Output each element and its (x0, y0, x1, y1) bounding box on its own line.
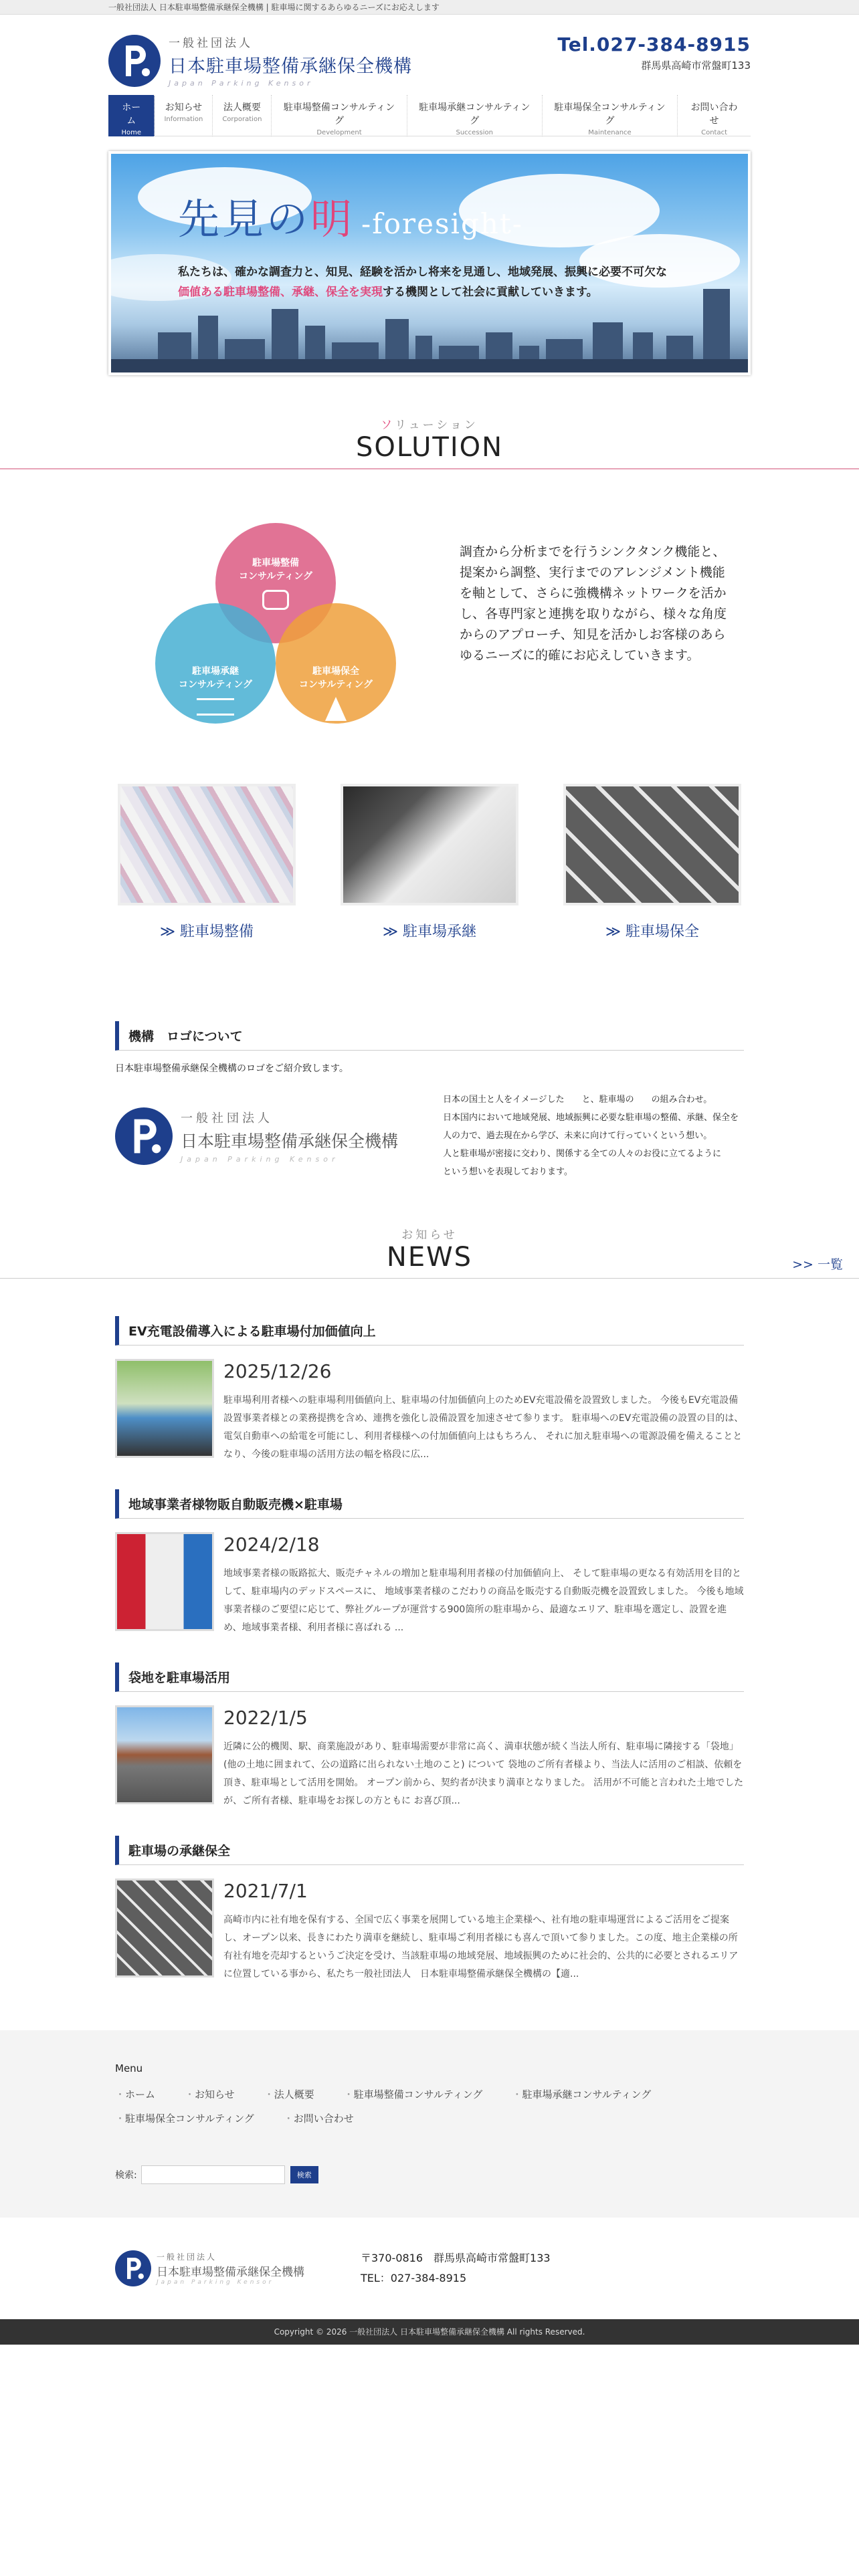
nav-label: 駐車場整備コンサルティング (283, 102, 395, 126)
logo-en: Japan Parking Kensor (169, 79, 314, 88)
nav-item-contact[interactable] (678, 95, 751, 136)
news-item-title[interactable]: EV充電設備導入による駐車場付加価値向上 (115, 1316, 744, 1346)
header-contact (557, 33, 751, 72)
news-item-title[interactable]: 袋地を駐車場活用 (115, 1662, 744, 1692)
logo-desc-line: 人の力で、過去現在から学び、未来に向けて行っていくという想い。 (443, 1131, 712, 1141)
nav-sublabel: Corporation (222, 116, 262, 123)
news-thumbnail[interactable] (115, 1359, 214, 1458)
news-heading-area (0, 1225, 859, 1279)
solution-card-maintenance[interactable] (563, 784, 741, 941)
logo-p-icon (115, 1107, 173, 1165)
news-kana: お知らせ (401, 1228, 458, 1242)
nav-item-information[interactable] (155, 95, 213, 136)
news-item (115, 1489, 744, 1637)
footer-link-contact[interactable]: ・ お問い合わせ (284, 2107, 354, 2131)
news-date: 2025/12/26 (223, 1360, 332, 1382)
logo-p-icon (108, 35, 161, 87)
hero-title (178, 186, 523, 245)
nav-item-home[interactable] (108, 95, 155, 136)
footer-logo-en: Japan Parking Kensor (157, 2279, 274, 2286)
skyline-ground (111, 359, 748, 372)
hero-title-b: 明 (310, 195, 355, 243)
footer-tel: TEL：027-384-8915 (361, 2272, 467, 2284)
hero-tagline (178, 262, 667, 302)
venn-circle-maintenance (276, 603, 396, 724)
hero-line2-rest: する機関として社会に貢献していきます。 (383, 286, 598, 299)
venn-label-maintenance: 駐車場保全 コンサルティング (299, 666, 373, 690)
logo-desc-line: という想いを表現しております。 (443, 1167, 573, 1177)
logo-section-lead: 日本駐車場整備承継保全機構のロゴをご紹介致します。 (115, 1063, 349, 1074)
footer-link-corporation[interactable]: ・ 法人概要 (264, 2082, 314, 2107)
logo-desc-line: 人と駐車場が密接に交わり、関係する全ての人々のお役に立てるように (443, 1149, 722, 1159)
nav-item-maintenance[interactable] (543, 95, 678, 136)
nav-item-corporation[interactable] (213, 95, 272, 136)
news-item-title[interactable]: 駐車場の承継保全 (115, 1836, 744, 1865)
venn-label-development: 駐車場整備 コンサルティング (239, 558, 312, 582)
solution-card-succession[interactable] (341, 784, 518, 941)
news-list (115, 1316, 744, 1983)
footer-link-maintenance[interactable]: ・ 駐車場保全コンサルティング (115, 2107, 254, 2131)
nav-sublabel: Development (316, 129, 362, 136)
logo-p-icon (115, 2250, 151, 2286)
footer-link-development[interactable]: ・ 駐車場整備コンサルティング (344, 2082, 483, 2107)
solution-card-label[interactable]: ≫ 駐車場承継 (382, 924, 477, 940)
cone-icon (325, 697, 347, 721)
header-address: 群馬県高崎市常盤町133 (641, 60, 751, 72)
solution-description: 調査から分析までを行うシンクタンク機能と、提案から調整、実行までのアレンジメント機能を軸として、さらに強機構ネットワークを活かし、各専門家と連携を取りながら、様々な角度からのアプローチ、知見を活かしお客様のあらゆるニーズに的確にお応えしていきます。 (460, 544, 727, 663)
venn-circle-succession (155, 603, 276, 724)
nav-item-succession[interactable] (407, 95, 543, 136)
news-item (115, 1662, 744, 1810)
news-excerpt: 地域事業者様の販路拡大、販売チャネルの増加と駐車場利用者様の付加価値向上、 そして駐車場の更なる有効活用を目的として、駐車場内のデッドスペースに、 地域事業者様のこだわりの商品を販売する自動販売機を設置致しました。 今後も地域事業者様のご要望に応じて、弊社グループが運営する900箇所の駐車場から、最適なエリア、駐車場を選定し、設置を進め、地域事業者様、利用者様に喜ばれる ... (223, 1568, 744, 1633)
footer-logo-main: 日本駐車場整備承継保全機構 (157, 2266, 304, 2279)
solution-card-development[interactable] (118, 784, 296, 941)
solution-card-label[interactable]: ≫ 駐車場整備 (159, 924, 254, 940)
footer-search (115, 2165, 744, 2184)
news-date: 2024/2/18 (223, 1533, 320, 1555)
development-photo (118, 784, 296, 905)
logo-display (115, 1091, 430, 1181)
wrench-icon (262, 590, 289, 610)
news-excerpt: 高崎市内に社有地を保有する、全国で広く事業を展開している地主企業様へ、社有地の駐車場運営によるご活用をご提案し、オープン以来、長きにわたり満車を継続し、駐車場ご利用者様にも喜んで頂いて参りました。この度、地主企業様の所有社有地を売却するというご決定を受け、当該駐車場の地域発展、地域振興のために社会的、公共的に必要とされるエリアに位置している事から、私たち一般社団法人 日本駐車場整備承継保全機構の【適... (223, 1915, 739, 1979)
solution-venn-diagram (155, 523, 396, 737)
news-heading (0, 1225, 859, 1273)
solution-kana-rest: リューション (395, 419, 478, 432)
footer-logo-sub: 一般社団法人 (157, 2252, 217, 2262)
main-nav (108, 95, 751, 136)
solution-title: SOLUTION (355, 432, 504, 463)
solution-card-label[interactable]: ≫ 駐車場保全 (605, 924, 700, 940)
hero-line2-highlight: 価値ある駐車場整備、承継、保全を実現 (178, 286, 383, 299)
footer-address (361, 2248, 551, 2288)
footer-link-information[interactable]: ・ お知らせ (185, 2082, 235, 2107)
hero-line1: 私たちは、確かな調査力と、知見、経験を活かし将来を見通し、地域発展、振興に必要不可欠な (178, 265, 667, 279)
footer-links (115, 2082, 717, 2131)
section-divider (0, 1278, 859, 1279)
nav-label: ホーム (122, 102, 141, 126)
hero-title-en: -foresight- (361, 207, 523, 240)
footer-postal: 〒370-0816 群馬県高崎市常盤町133 (361, 2252, 551, 2264)
nav-sublabel: Succession (456, 129, 493, 136)
venn-label-succession: 駐車場承継 コンサルティング (179, 666, 252, 690)
news-thumbnail[interactable] (115, 1879, 214, 1977)
solution-cards (108, 784, 751, 941)
people-icon (197, 698, 234, 716)
nav-sublabel: Information (164, 116, 203, 123)
solution-section (108, 469, 751, 784)
news-item (115, 1836, 744, 1983)
news-date: 2021/7/1 (223, 1880, 308, 1902)
news-item (115, 1316, 744, 1464)
footer-menu-title: Menu (115, 2062, 143, 2074)
nav-label: お問い合わせ (690, 102, 738, 126)
solution-kana-first: ソ (381, 419, 395, 432)
search-input[interactable] (141, 2165, 285, 2184)
news-excerpt: 駐車場利用者様への駐車場利用価値向上、駐車場の付加価値向上のためEV充電設備を設置致しました。 今後もEV充電設備設置事業者様との業務提携を含め、連携を強化し設備設置を加速させて参ります。 駐車場へのEV充電設備の設置の目的は、電気自動車への給電を可能にし、利用者様様への付加価値向上はもちろん、 それに加え駐車場への電源設備を備えることとなり、今後の駐車場の活用方法の幅を格段に広... (223, 1395, 744, 1460)
hero-title-a: 先見の (178, 195, 311, 243)
nav-label: 駐車場保全コンサルティング (554, 102, 666, 126)
logo-sub: 一般社団法人 (169, 37, 253, 50)
nav-label: 駐車場承継コンサルティング (419, 102, 531, 126)
maintenance-photo (563, 784, 741, 905)
footer-info (115, 2218, 744, 2319)
top-strip (0, 0, 859, 15)
logo-display-en: Japan Parking Kensor (181, 1154, 339, 1164)
nav-item-development[interactable] (272, 95, 407, 136)
header-tel[interactable]: Tel.027-384-8915 (557, 33, 751, 56)
footer-link-succession[interactable]: ・ 駐車場承継コンサルティング (512, 2082, 651, 2107)
news-item-title[interactable]: 地域事業者様物販自動販売機×駐車場 (115, 1489, 744, 1519)
news-thumbnail[interactable] (115, 1532, 214, 1631)
logo-description (443, 1091, 739, 1181)
search-label: 検索: (115, 2170, 137, 2181)
top-strip-text: 一般社団法人 日本駐車場整備承継保全機構 | 駐車場に関するあらゆるニーズにお応えします (108, 3, 440, 12)
news-title: NEWS (386, 1242, 473, 1273)
footer-logo[interactable] (115, 2250, 304, 2286)
nav-sublabel: Home (121, 129, 141, 136)
footer-menu (0, 2030, 859, 2218)
footer-link-home[interactable]: ・ ホーム (115, 2082, 155, 2107)
logo-section-heading: 機構 ロゴについて (115, 1021, 744, 1051)
logo-display-main: 日本駐車場整備承継保全機構 (181, 1131, 399, 1151)
nav-label: 法人概要 (223, 102, 261, 113)
site-header (108, 15, 751, 95)
hero-banner (108, 151, 751, 375)
nav-label: お知らせ (165, 102, 203, 113)
logo-section (115, 1021, 744, 1181)
logo-main: 日本駐車場整備承継保全機構 (169, 56, 412, 77)
logo-desc-line: 日本国内において地域発展、地域振興に必要な駐車場の整備、承継、保全を (443, 1113, 739, 1123)
logo-desc-line: 日本の国土と人をイメージした と、駐車場の の組み合わせ。 (443, 1095, 712, 1105)
news-excerpt: 近隣に公的機関、駅、商業施設があり、駐車場需要が非常に高く、満車状態が続く当法人所有、駐車場に隣接する「袋地」(他の土地に囲まれて、公の道路に出られない土地のこと) について 袋地のご所有者様より、当法人に活用のご相談、依頼を頂き、駐車場として活用を開始。 オープン前から、契約者が決まり満車となりました。 活用が不可能と言われた土地でしたが、ご所有者様、駐車場をお探しの方ともに お喜び頂... (223, 1741, 744, 1806)
news-more-link[interactable]: >> 一覧 (792, 1257, 843, 1272)
site-logo[interactable] (108, 33, 412, 88)
nav-sublabel: Maintenance (588, 129, 632, 136)
nav-sublabel: Contact (701, 129, 727, 136)
news-date: 2022/1/5 (223, 1707, 308, 1729)
succession-photo (341, 784, 518, 905)
search-button[interactable]: 検索 (290, 2166, 318, 2183)
solution-heading (0, 415, 859, 463)
copyright-bar: Copyright © 2026 一般社団法人 日本駐車場整備承継保全機構 All rights Reserved. (0, 2319, 859, 2345)
logo-display-sub: 一般社団法人 (181, 1111, 273, 1125)
news-thumbnail[interactable] (115, 1705, 214, 1804)
